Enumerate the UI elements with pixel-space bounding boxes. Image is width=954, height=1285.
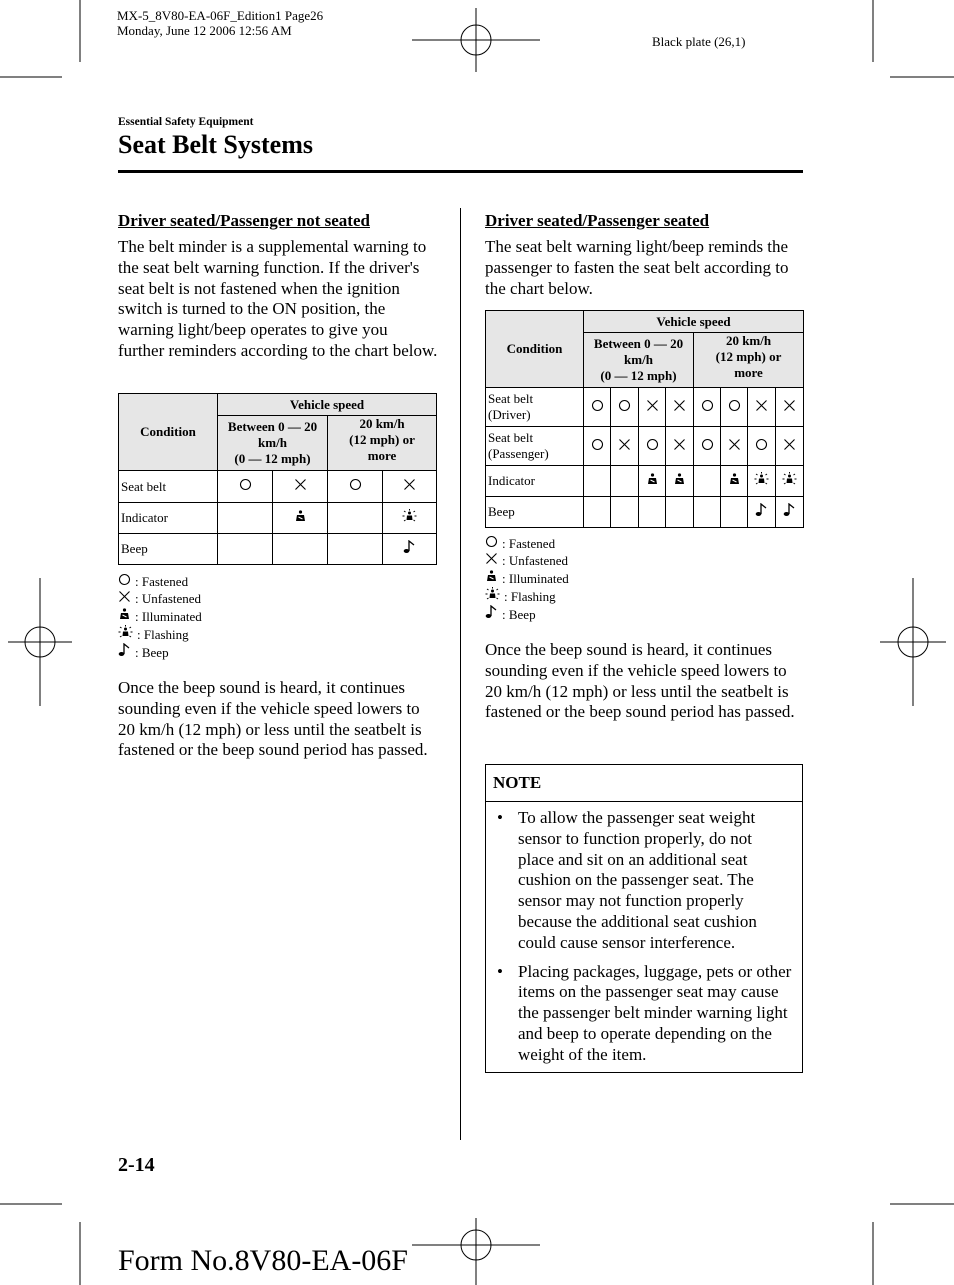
unfastened-icon <box>748 388 776 427</box>
black-plate: Black plate (26,1) <box>652 34 746 49</box>
page-number: 2-14 <box>118 1154 155 1176</box>
empty-cell <box>328 503 383 534</box>
unfastened-icon <box>383 471 437 503</box>
unfastened-icon <box>776 388 804 427</box>
beep-icon <box>776 497 804 528</box>
print-header-line1: MX-5_8V80-EA-06F_Edition1 Page26 <box>117 8 324 23</box>
beep-icon <box>748 497 776 528</box>
row-label: Seat belt (Passenger) <box>486 427 584 466</box>
row-label: Indicator <box>119 503 218 534</box>
table-row <box>119 471 437 503</box>
print-header-line2: Monday, June 12 2006 12:56 AM <box>117 23 292 38</box>
row-label: Beep <box>486 497 584 528</box>
fastened-icon <box>485 535 502 552</box>
left-intro: The belt minder is a supplemental warning to the seat belt warning function. If the driver's seat belt is not fastened when the ignition switch is turned to the ON position, the warning light/beep operates to give you further reminders according to the chart below. <box>118 237 438 360</box>
condition-header: Condition <box>119 394 218 471</box>
note-title: NOTE <box>486 765 802 802</box>
flashing-icon <box>776 466 804 497</box>
unfastened-icon <box>666 427 694 466</box>
left-column <box>118 211 438 362</box>
illuminated-icon <box>721 466 748 497</box>
illuminated-icon <box>485 569 502 587</box>
right-legend <box>485 535 569 623</box>
unfastened-icon <box>273 471 328 503</box>
legend-text: : Illuminated <box>502 570 569 586</box>
empty-cell <box>611 466 639 497</box>
beep-icon <box>485 605 502 623</box>
print-header <box>117 8 323 38</box>
legend-text: : Illuminated <box>135 608 202 624</box>
row-label: Indicator <box>486 466 584 497</box>
legend-text: : Fastened <box>502 536 556 551</box>
right-table <box>485 310 804 528</box>
row-label: Beep <box>119 534 218 565</box>
speed-col-low: Between 0 — 20 km/h (0 — 12 mph) <box>584 333 694 388</box>
empty-cell <box>639 497 666 528</box>
empty-cell <box>584 466 611 497</box>
fastened-icon <box>611 388 639 427</box>
legend-text: : Beep <box>135 644 169 660</box>
unfastened-icon <box>611 427 639 466</box>
right-intro: The seat belt warning light/beep reminds the passenger to fasten the seat belt according to the chart below. <box>485 237 789 298</box>
flashing-icon <box>485 587 504 605</box>
table-row <box>119 534 437 565</box>
unfastened-icon <box>721 427 748 466</box>
table-row <box>486 497 804 528</box>
bullet-icon: • <box>497 961 503 981</box>
section-label: Essential Safety Equipment <box>118 116 254 128</box>
left-table <box>118 393 437 565</box>
vehicle-speed-header: Vehicle speed <box>218 394 437 416</box>
fastened-icon <box>584 388 611 427</box>
flashing-icon <box>118 625 137 643</box>
speed-col-high: 20 km/h (12 mph) or more <box>328 416 437 471</box>
fastened-icon <box>118 573 135 590</box>
legend-text: : Unfastened <box>135 591 202 606</box>
fastened-icon <box>694 388 721 427</box>
condition-header: Condition <box>486 311 584 388</box>
empty-cell <box>273 534 328 565</box>
left-heading: Driver seated/Passenger not seated <box>118 211 370 230</box>
fastened-icon <box>328 471 383 503</box>
fastened-icon <box>721 388 748 427</box>
legend-text: : Flashing <box>137 626 189 642</box>
unfastened-icon <box>118 590 135 607</box>
right-heading: Driver seated/Passenger seated <box>485 211 710 230</box>
table-row <box>486 466 804 497</box>
table-row <box>119 503 437 534</box>
empty-cell <box>328 534 383 565</box>
illuminated-icon <box>118 607 135 625</box>
flashing-icon <box>748 466 776 497</box>
empty-cell <box>218 503 273 534</box>
empty-cell <box>666 497 694 528</box>
empty-cell <box>218 534 273 565</box>
title-rule <box>118 170 803 173</box>
right-after: Once the beep sound is heard, it continues sounding even if the vehicle speed lowers to 20 km/h (12 mph) or less until the seatbelt is fastened or the beep sound period has passed. <box>485 640 795 722</box>
row-label: Seat belt <box>119 471 218 503</box>
note-box <box>485 764 803 1073</box>
flashing-icon <box>383 503 437 534</box>
fastened-icon <box>584 427 611 466</box>
unfastened-icon <box>776 427 804 466</box>
table-row <box>486 427 804 466</box>
legend-text: : Beep <box>502 606 536 622</box>
illuminated-icon <box>273 503 328 534</box>
legend-text: : Flashing <box>504 588 556 604</box>
note-item: • Placing packages, luggage, pets or other items on the passenger seat may cause the passenger belt minder warning light and beep to operate depending on the weight of the item. <box>494 962 792 1066</box>
illuminated-icon <box>666 466 694 497</box>
page-title: Seat Belt Systems <box>118 130 313 159</box>
empty-cell <box>694 466 721 497</box>
empty-cell <box>721 497 748 528</box>
form-number: Form No.8V80-EA-06F <box>118 1244 408 1277</box>
speed-col-low: Between 0 — 20 km/h (0 — 12 mph) <box>218 416 328 471</box>
right-column <box>485 211 803 299</box>
illuminated-icon <box>639 466 666 497</box>
empty-cell <box>611 497 639 528</box>
beep-icon <box>118 643 135 661</box>
bullet-icon: • <box>497 808 503 827</box>
left-legend <box>118 573 202 661</box>
unfastened-icon <box>666 388 694 427</box>
speed-col-high: 20 km/h (12 mph) or more <box>694 333 804 388</box>
fastened-icon <box>218 471 273 503</box>
left-after: Once the beep sound is heard, it continues sounding even if the vehicle speed lowers to 20 km/h (12 mph) or less until the seatbelt is fastened or the beep sound period has passed. <box>118 678 428 760</box>
row-label: Seat belt (Driver) <box>486 388 584 427</box>
vehicle-speed-header: Vehicle speed <box>584 311 804 333</box>
unfastened-icon <box>639 388 666 427</box>
legend-text: : Fastened <box>135 574 189 589</box>
fastened-icon <box>694 427 721 466</box>
legend-text: : Unfastened <box>502 553 569 568</box>
note-item: • To allow the passenger seat weight sensor to function properly, do not place and sit on an additional seat cushion on the passenger seat. The sensor may not function properly because the additional seat cushion could cause sensor interference. <box>494 808 792 954</box>
beep-icon <box>383 534 437 565</box>
fastened-icon <box>639 427 666 466</box>
table-row <box>486 388 804 427</box>
empty-cell <box>584 497 611 528</box>
unfastened-icon <box>485 552 502 569</box>
empty-cell <box>694 497 721 528</box>
column-divider <box>460 208 461 1140</box>
fastened-icon <box>748 427 776 466</box>
